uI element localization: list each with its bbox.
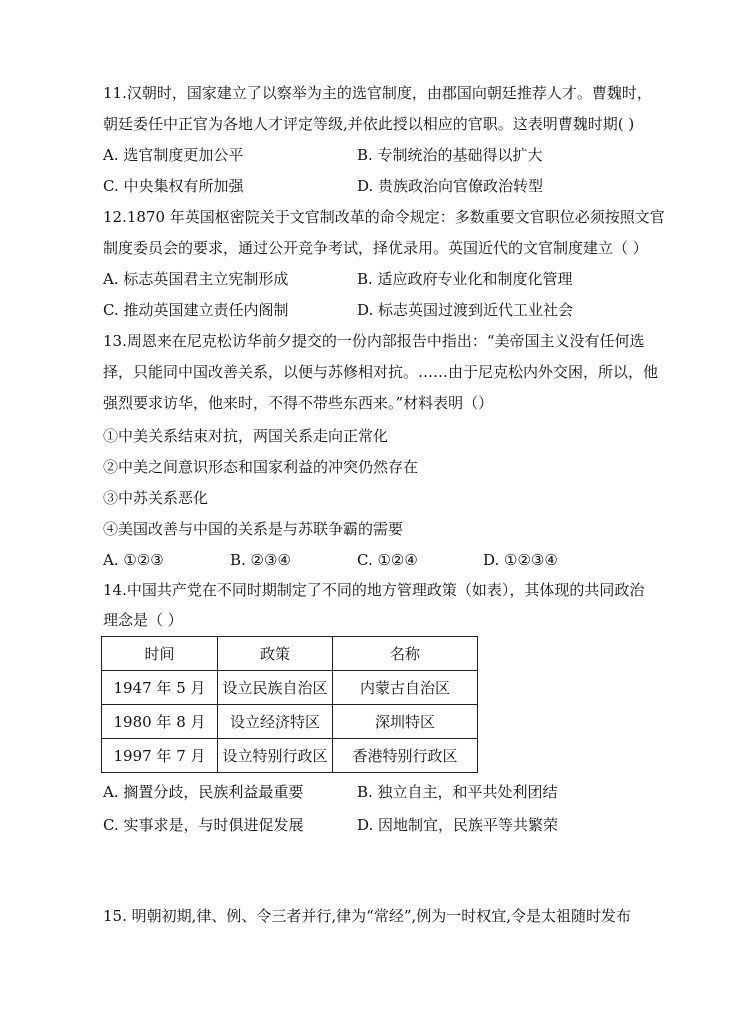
q13-stem-line1: 13.周恩来在尼克松访华前夕提交的一份内部报告中指出：“美帝国主义没有任何选 bbox=[103, 332, 645, 350]
q13-statement-2: ②中美之间意识形态和国家利益的冲突仍然存在 bbox=[103, 458, 419, 476]
q12-stem-line1: 12.1870 年英国枢密院关于文官制改革的命令规定：多数重要文官职位必须按照文官 bbox=[103, 208, 665, 226]
q11-option-a: A. 选官制度更加公平 bbox=[103, 146, 244, 164]
table-cell: 内蒙古自治区 bbox=[333, 671, 478, 705]
table-cell: 香港特别行政区 bbox=[333, 739, 478, 773]
q13-stem-line3: 强烈要求访华，他来时，不得不带些东西来。”材料表明（） bbox=[103, 394, 494, 412]
policy-table bbox=[101, 636, 478, 773]
table-row bbox=[102, 739, 478, 773]
table-cell: 设立特别行政区 bbox=[218, 739, 333, 773]
table-cell: 深圳特区 bbox=[333, 705, 478, 739]
q12-stem-line2: 制度委员会的要求，通过公开竞争考试，择优录用。英国近代的文官制度建立（ ） bbox=[103, 239, 648, 257]
q15-stem-line1: 15. 明朝初期,律、例、令三者并行,律为“常经”,例为一时权宜,令是太祖随时发布 bbox=[103, 907, 632, 925]
q11-stem-line1: 11.汉朝时，国家建立了以察举为主的选官制度，由郡国向朝廷推荐人才。曹魏时， bbox=[103, 84, 652, 102]
table-row bbox=[102, 671, 478, 705]
q13-statement-1: ①中美关系结束对抗，两国关系走向正常化 bbox=[103, 427, 389, 445]
q11-stem-line2: 朝廷委任中正官为各地人才评定等级,并依此授以相应的官职。这表明曹魏时期( ) bbox=[103, 115, 635, 133]
q13-option-a: A. ①②③ bbox=[103, 551, 164, 569]
q11-option-d: D. 贵族政治向官僚政治转型 bbox=[357, 177, 544, 195]
table-header-cell: 名称 bbox=[333, 637, 478, 671]
q13-statement-3: ③中苏关系恶化 bbox=[103, 489, 209, 507]
table-header-cell: 政策 bbox=[218, 637, 333, 671]
q14-option-d: D. 因地制宜，民族平等共繁荣 bbox=[357, 816, 559, 834]
q13-statement-4: ④美国改善与中国的关系是与苏联争霸的需要 bbox=[103, 520, 404, 538]
table-header-row bbox=[102, 637, 478, 671]
table-cell: 设立民族自治区 bbox=[218, 671, 333, 705]
q13-option-c: C. ①②④ bbox=[357, 551, 418, 569]
table-cell: 设立经济特区 bbox=[218, 705, 333, 739]
q14-stem-line1: 14.中国共产党在不同时期制定了不同的地方管理政策（如表），其体现的共同政治 bbox=[103, 581, 645, 599]
q14-option-c: C. 实事求是，与时俱进促发展 bbox=[103, 816, 304, 834]
q12-option-d: D. 标志英国过渡到近代工业社会 bbox=[357, 301, 574, 319]
q12-option-a: A. 标志英国君主立宪制形成 bbox=[103, 270, 289, 288]
q14-option-a: A. 搁置分歧，民族利益最重要 bbox=[103, 783, 304, 801]
table-row bbox=[102, 705, 478, 739]
q13-stem-line2: 择，只能同中国改善关系，以便与苏修相对抗。……由于尼克松内外交困，所以，他 bbox=[103, 363, 659, 381]
q11-option-c: C. 中央集权有所加强 bbox=[103, 177, 244, 195]
table-header-cell: 时间 bbox=[102, 637, 218, 671]
q14-stem-line2: 理念是（ ） bbox=[103, 611, 183, 629]
table-cell: 1980 年 8 月 bbox=[102, 705, 218, 739]
table-cell: 1997 年 7 月 bbox=[102, 739, 218, 773]
q12-option-b: B. 适应政府专业化和制度化管理 bbox=[357, 270, 573, 288]
q13-option-b: B. ②③④ bbox=[230, 551, 291, 569]
q11-option-b: B. 专制统治的基础得以扩大 bbox=[357, 146, 543, 164]
table-cell: 1947 年 5 月 bbox=[102, 671, 218, 705]
q13-option-d: D. ①②③④ bbox=[483, 551, 558, 569]
q14-option-b: B. 独立自主，和平共处利团结 bbox=[357, 783, 558, 801]
q12-option-c: C. 推动英国建立责任内阁制 bbox=[103, 301, 289, 319]
